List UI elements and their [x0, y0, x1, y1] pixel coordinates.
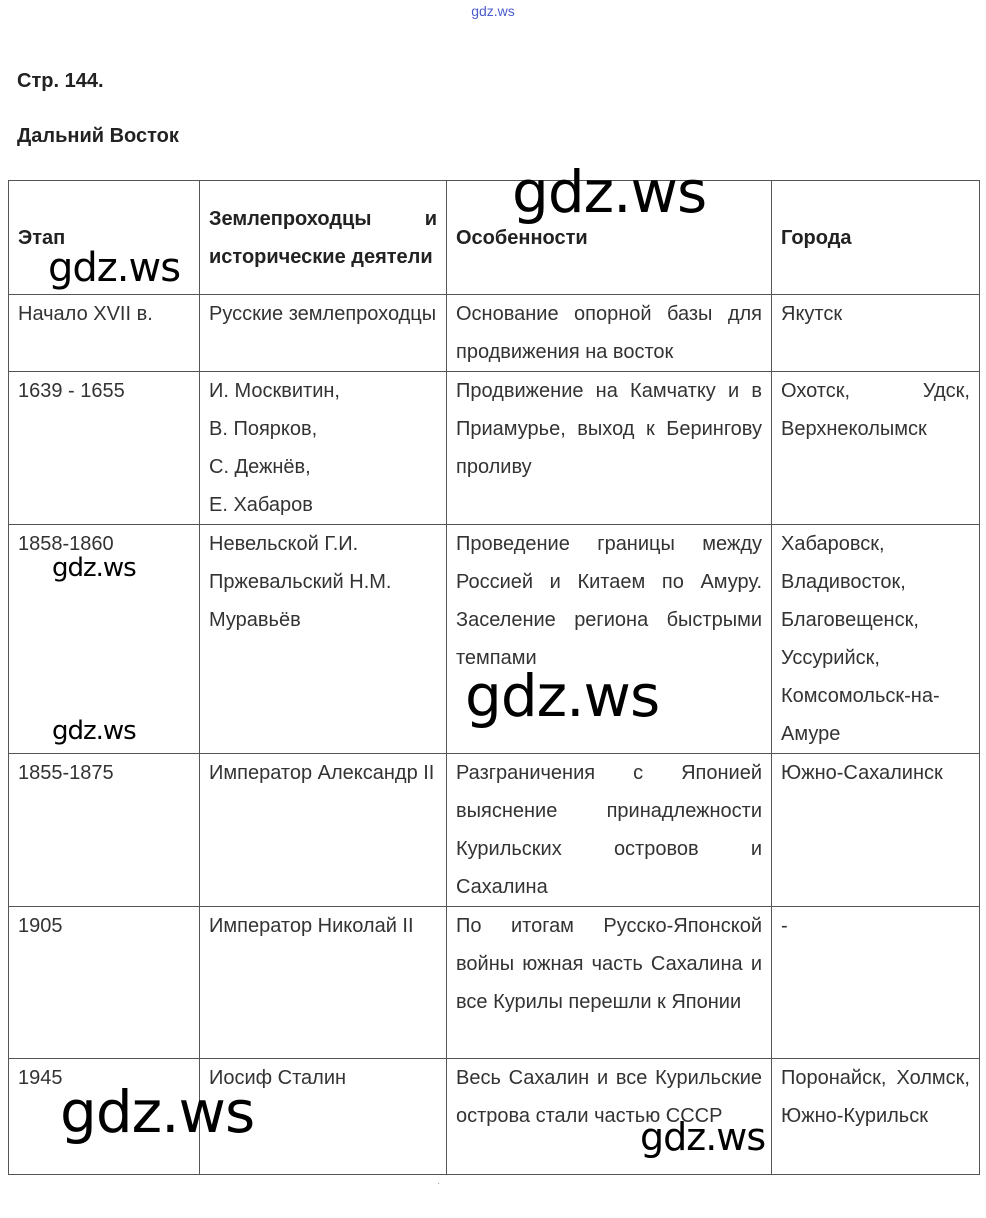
- cell-features: Проведение границы между Россией и Китаем по Амуру. Заселение региона быстрыми темпами: [447, 525, 772, 754]
- watermark: gdz.ws: [52, 553, 136, 583]
- watermark: gdz.ws: [512, 158, 707, 226]
- cell-stage: 1858-1860: [9, 525, 200, 754]
- cell-stage: 1905: [9, 907, 200, 1059]
- cell-stage: 1639 - 1655: [9, 372, 200, 525]
- header-cities: Города: [772, 181, 980, 295]
- cell-explorers: Русские землепроходцы: [200, 295, 447, 372]
- cell-cities: Хабаровск, Владивосток, Благовещенск, Уссурийск, Комсомольск-на-Амуре: [772, 525, 980, 754]
- cell-explorers: Император Александр II: [200, 754, 447, 907]
- header-features: Особенности: [447, 181, 772, 295]
- watermark: gdz.ws: [48, 245, 181, 291]
- cell-features: По итогам Русско-Японской войны южная часть Сахалина и все Курилы перешли к Японии: [447, 907, 772, 1059]
- cell-cities: Поронайск, Холмск, Южно-Курильск: [772, 1059, 980, 1175]
- cell-cities: Якутск: [772, 295, 980, 372]
- header-explorers: Землепроходцы и исторические деятели: [200, 181, 447, 295]
- table-row: [9, 754, 980, 907]
- table-row: [9, 295, 980, 372]
- cell-explorers: Невельской Г.И. Пржевальский Н.М. Муравьёв: [200, 525, 447, 754]
- page-reference: Стр. 144.: [17, 70, 104, 92]
- cell-features: Продвижение на Камчатку и в Приамурье, выход к Берингову проливу: [447, 372, 772, 525]
- cell-stage: 1945: [9, 1059, 200, 1175]
- cell-explorers: И. Москвитин, В. Поярков, С. Дежнёв, Е. Хабаров: [200, 372, 447, 525]
- site-link[interactable]: gdz.ws: [471, 3, 515, 19]
- cell-explorers: Иосиф Сталин: [200, 1059, 447, 1175]
- watermark: gdz.ws: [640, 1115, 766, 1159]
- cell-explorers: Император Николай II: [200, 907, 447, 1059]
- page-title: Дальний Восток: [17, 125, 179, 147]
- cell-features: Основание опорной базы для продвижения на восток: [447, 295, 772, 372]
- cell-stage: 1855-1875: [9, 754, 200, 907]
- cell-features: Разграничения с Японией выяснение принадлежности Курильских островов и Сахалина: [447, 754, 772, 907]
- cell-features: Весь Сахалин и все Курильские острова стали частью СССР: [447, 1059, 772, 1175]
- watermark: gdz.ws: [60, 1078, 255, 1146]
- cell-cities: Южно-Сахалинск: [772, 754, 980, 907]
- watermark: gdz.ws: [52, 716, 136, 746]
- table-row: [9, 372, 980, 525]
- watermark: gdz.ws: [465, 662, 660, 730]
- table-row: [9, 907, 980, 1059]
- header-stage: Этап: [9, 181, 200, 295]
- cell-cities: Охотск, Удск, Верхнеколымск: [772, 372, 980, 525]
- cell-cities: -: [772, 907, 980, 1059]
- cell-stage: Начало XVII в.: [9, 295, 200, 372]
